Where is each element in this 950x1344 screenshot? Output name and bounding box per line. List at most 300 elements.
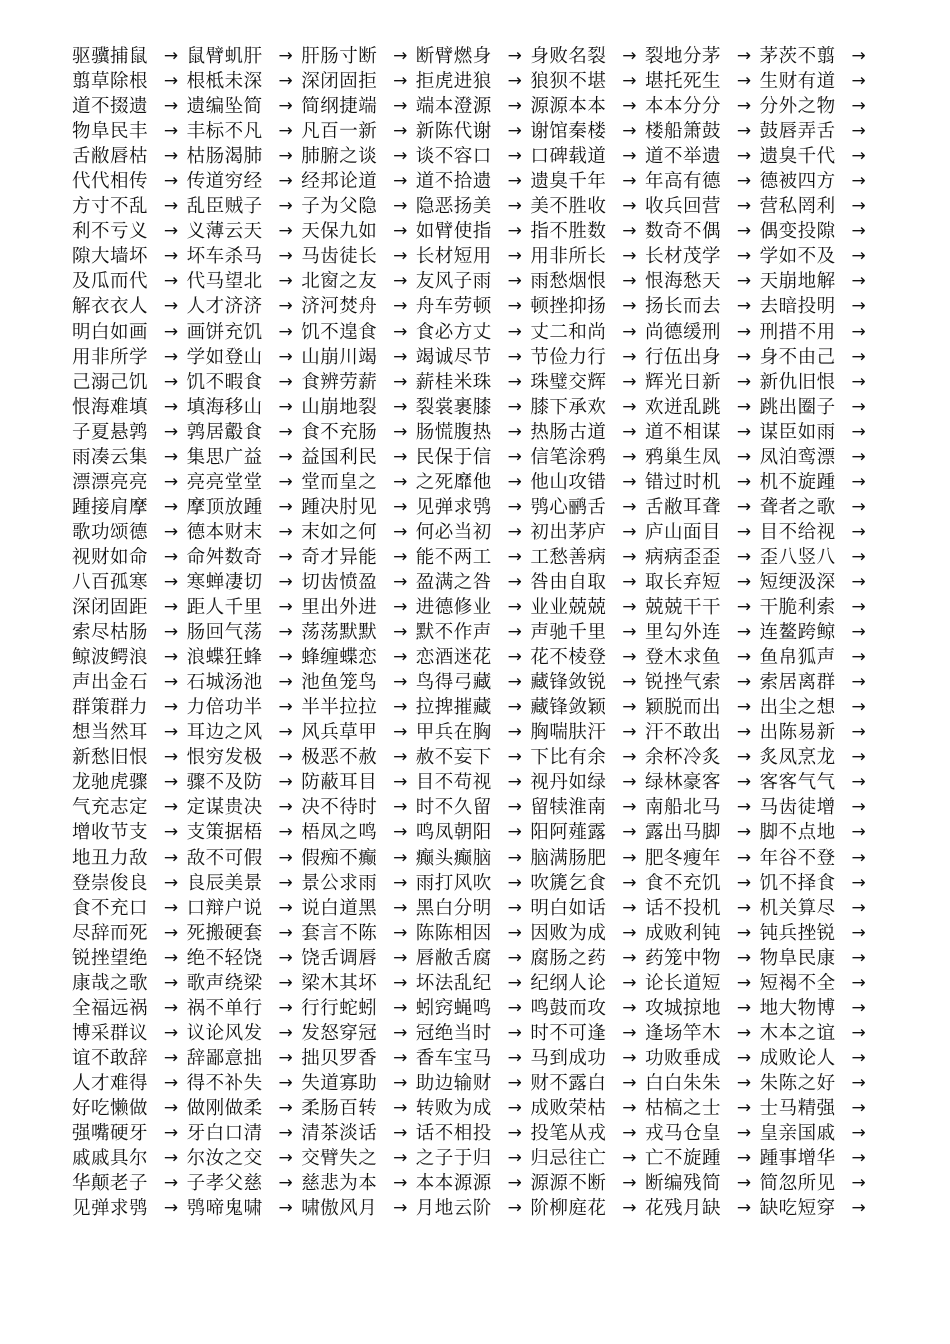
idiom-cell (72, 595, 187, 620)
arrow-right-icon: → (736, 321, 752, 342)
idiom-cell (530, 1146, 645, 1171)
arrow-right-icon: → (736, 622, 752, 643)
idiom-cell (645, 44, 760, 69)
idiom-text: 南船北马 (644, 797, 721, 819)
idiom-text: 阶柳庭花 (530, 1198, 607, 1220)
idiom-row (72, 670, 872, 695)
arrow-right-icon: → (622, 1148, 637, 1169)
arrow-right-icon: → (851, 797, 866, 818)
arrow-right-icon: → (736, 572, 752, 592)
arrow-right-icon: → (163, 371, 179, 392)
idiom-text: 假痴不癫 (301, 847, 378, 869)
arrow-right-icon: → (278, 346, 293, 367)
idiom-text: 敌不可假 (186, 847, 263, 869)
idiom-text: 强嘴硬牙 (72, 1123, 149, 1145)
idiom-text: 雨打风吹 (415, 872, 492, 894)
idiom-cell (416, 44, 531, 69)
idiom-cell (301, 345, 416, 370)
idiom-cell (530, 244, 645, 269)
arrow-right-icon: → (393, 722, 408, 743)
idiom-cell (760, 169, 875, 194)
idiom-cell (301, 1171, 416, 1196)
idiom-text: 信笔涂鸦 (530, 446, 607, 468)
arrow-right-icon: → (163, 1022, 179, 1043)
idiom-cell (760, 420, 875, 445)
arrow-right-icon: → (278, 947, 293, 968)
arrow-right-icon: → (736, 897, 752, 918)
idiom-cell (187, 244, 302, 269)
arrow-right-icon: → (507, 597, 522, 618)
idiom-cell (416, 244, 531, 269)
idiom-row (72, 846, 872, 871)
arrow-right-icon: → (163, 997, 179, 1018)
idiom-text: 食不充口 (72, 897, 149, 919)
arrow-right-icon: → (507, 1173, 522, 1194)
arrow-right-icon: → (736, 797, 752, 818)
idiom-text: 坏车杀马 (186, 246, 263, 268)
idiom-text: 余杯冷炙 (644, 747, 721, 769)
idiom-text: 逢场竿木 (644, 1022, 721, 1044)
idiom-text: 裂地分茅 (644, 46, 721, 68)
idiom-cell (760, 695, 875, 720)
idiom-cell (416, 996, 531, 1021)
arrow-right-icon: → (393, 1047, 408, 1068)
arrow-right-icon: → (622, 1123, 637, 1144)
arrow-right-icon: → (393, 71, 408, 92)
arrow-right-icon: → (736, 722, 752, 743)
arrow-right-icon: → (393, 1072, 408, 1093)
arrow-right-icon: → (736, 847, 752, 868)
idiom-text: 月地云阶 (415, 1198, 492, 1220)
idiom-text: 营私罔利 (759, 196, 836, 218)
idiom-text: 踵事增华 (759, 1148, 836, 1170)
arrow-right-icon: → (851, 947, 866, 968)
arrow-right-icon: → (736, 521, 752, 542)
arrow-right-icon: → (163, 321, 179, 342)
idiom-text: 死搬硬套 (186, 922, 263, 944)
idiom-text: 裂裳裹膝 (415, 396, 492, 418)
idiom-text: 长材短用 (415, 246, 492, 268)
arrow-right-icon: → (622, 471, 637, 492)
idiom-cell (72, 795, 187, 820)
idiom-cell (187, 94, 302, 119)
idiom-text: 话不投机 (644, 897, 721, 919)
arrow-right-icon: → (278, 572, 293, 592)
arrow-right-icon: → (393, 346, 408, 367)
idiom-cell (301, 445, 416, 470)
idiom-cell (301, 495, 416, 520)
idiom-cell (416, 395, 531, 420)
idiom-cell (760, 795, 875, 820)
arrow-right-icon: → (163, 246, 179, 267)
idiom-cell (530, 1021, 645, 1046)
arrow-right-icon: → (622, 221, 637, 242)
arrow-right-icon: → (507, 747, 522, 768)
arrow-right-icon: → (507, 496, 522, 517)
arrow-right-icon: → (278, 546, 293, 567)
idiom-text: 进德修业 (415, 597, 492, 619)
idiom-text: 子夏悬鹑 (72, 421, 149, 443)
arrow-right-icon: → (736, 396, 752, 417)
arrow-right-icon: → (393, 521, 408, 542)
idiom-cell (416, 144, 531, 169)
idiom-text: 明白如画 (72, 321, 149, 343)
arrow-right-icon: → (163, 1198, 179, 1219)
idiom-text: 庐山面目 (644, 521, 721, 543)
idiom-cell (72, 294, 187, 319)
idiom-cell (760, 620, 875, 645)
idiom-text: 集思广益 (186, 446, 263, 468)
idiom-cell (301, 745, 416, 770)
idiom-row (72, 94, 872, 119)
idiom-text: 马到成功 (530, 1047, 607, 1069)
idiom-cell (760, 595, 875, 620)
arrow-right-icon: → (507, 546, 522, 567)
idiom-cell (760, 495, 875, 520)
arrow-right-icon: → (507, 772, 522, 793)
idiom-text: 饶舌调唇 (301, 947, 378, 969)
arrow-right-icon: → (736, 1097, 752, 1118)
arrow-right-icon: → (393, 597, 408, 618)
idiom-cell (760, 1196, 875, 1221)
arrow-right-icon: → (507, 46, 522, 67)
arrow-right-icon: → (736, 772, 752, 793)
arrow-right-icon: → (163, 1097, 179, 1118)
idiom-row (72, 294, 872, 319)
arrow-right-icon: → (736, 1173, 752, 1194)
arrow-right-icon: → (622, 171, 637, 192)
idiom-text: 长材茂学 (644, 246, 721, 268)
arrow-right-icon: → (851, 296, 866, 317)
idiom-text: 明白如话 (530, 897, 607, 919)
idiom-cell (72, 94, 187, 119)
arrow-right-icon: → (163, 1123, 179, 1144)
arrow-right-icon: → (851, 922, 866, 943)
idiom-cell (72, 69, 187, 94)
idiom-cell (72, 946, 187, 971)
arrow-right-icon: → (278, 371, 293, 392)
idiom-cell (760, 219, 875, 244)
idiom-text: 群策群力 (72, 697, 149, 719)
arrow-right-icon: → (851, 722, 866, 743)
idiom-text: 脑满肠肥 (530, 847, 607, 869)
arrow-right-icon: → (393, 872, 408, 893)
idiom-row (72, 1071, 872, 1096)
idiom-cell (645, 395, 760, 420)
idiom-text: 出陈易新 (759, 722, 836, 744)
idiom-text: 防蔽耳目 (301, 772, 378, 794)
idiom-cell (760, 94, 875, 119)
idiom-cell (187, 345, 302, 370)
idiom-text: 鼠臂虮肝 (186, 46, 263, 68)
arrow-right-icon: → (622, 1097, 637, 1118)
idiom-text: 学如登山 (186, 346, 263, 368)
idiom-cell (72, 1021, 187, 1046)
idiom-cell (645, 495, 760, 520)
arrow-right-icon: → (163, 496, 179, 517)
idiom-text: 胸喘肤汗 (530, 722, 607, 744)
idiom-cell (72, 470, 187, 495)
idiom-cell (760, 545, 875, 570)
idiom-text: 口碑载道 (530, 146, 607, 168)
idiom-text: 戚戚具尔 (72, 1148, 149, 1170)
arrow-right-icon: → (278, 271, 293, 292)
idiom-text: 皇亲国戚 (759, 1123, 836, 1145)
arrow-right-icon: → (622, 246, 637, 267)
idiom-text: 转败为成 (415, 1097, 492, 1119)
idiom-cell (760, 1071, 875, 1096)
idiom-cell (72, 1121, 187, 1146)
idiom-row (72, 1146, 872, 1171)
idiom-text: 能不两工 (415, 546, 492, 568)
idiom-text: 鸟得弓藏 (415, 672, 492, 694)
idiom-text: 亡不旋踵 (644, 1148, 721, 1170)
idiom-cell (530, 871, 645, 896)
arrow-right-icon: → (393, 897, 408, 918)
idiom-cell (416, 871, 531, 896)
idiom-cell (187, 570, 302, 595)
arrow-right-icon: → (163, 146, 179, 167)
idiom-row (72, 420, 872, 445)
idiom-text: 年谷不登 (759, 847, 836, 869)
arrow-right-icon: → (278, 221, 293, 242)
idiom-cell (645, 720, 760, 745)
idiom-text: 断编残简 (644, 1173, 721, 1195)
arrow-right-icon: → (622, 947, 637, 968)
idiom-text: 凤泊鸾漂 (759, 446, 836, 468)
arrow-right-icon: → (622, 546, 637, 567)
idiom-cell (760, 1121, 875, 1146)
arrow-right-icon: → (278, 1097, 293, 1118)
idiom-row (72, 194, 872, 219)
idiom-cell (645, 194, 760, 219)
idiom-text: 攻城掠地 (644, 997, 721, 1019)
arrow-right-icon: → (507, 296, 522, 317)
idiom-cell (416, 219, 531, 244)
arrow-right-icon: → (507, 1148, 522, 1169)
idiom-cell (760, 820, 875, 845)
idiom-text: 骤不及防 (186, 772, 263, 794)
idiom-cell (187, 871, 302, 896)
idiom-cell (72, 194, 187, 219)
idiom-row (72, 1121, 872, 1146)
arrow-right-icon: → (851, 521, 866, 542)
arrow-right-icon: → (851, 1173, 866, 1194)
idiom-cell (301, 370, 416, 395)
idiom-cell (72, 645, 187, 670)
idiom-cell (760, 921, 875, 946)
idiom-cell (416, 670, 531, 695)
idiom-text: 说白道黑 (301, 897, 378, 919)
idiom-cell (760, 119, 875, 144)
idiom-cell (760, 946, 875, 971)
arrow-right-icon: → (736, 346, 752, 367)
arrow-right-icon: → (163, 1173, 179, 1194)
idiom-cell (760, 720, 875, 745)
arrow-right-icon: → (278, 396, 293, 417)
idiom-cell (645, 169, 760, 194)
arrow-right-icon: → (622, 897, 637, 918)
arrow-right-icon: → (507, 822, 522, 843)
arrow-right-icon: → (278, 171, 293, 192)
idiom-cell (530, 1121, 645, 1146)
idiom-cell (72, 420, 187, 445)
arrow-right-icon: → (736, 196, 752, 217)
idiom-cell (72, 545, 187, 570)
arrow-right-icon: → (507, 947, 522, 968)
idiom-cell (301, 244, 416, 269)
idiom-text: 天保九如 (301, 221, 378, 243)
idiom-cell (187, 445, 302, 470)
idiom-text: 时不久留 (415, 797, 492, 819)
idiom-text: 踵接肩摩 (72, 496, 149, 518)
idiom-cell (530, 219, 645, 244)
idiom-cell (645, 520, 760, 545)
arrow-right-icon: → (736, 496, 752, 517)
idiom-cell (187, 470, 302, 495)
idiom-text: 代马望北 (186, 271, 263, 293)
idiom-cell (416, 1146, 531, 1171)
idiom-cell (645, 219, 760, 244)
arrow-right-icon: → (507, 572, 522, 592)
idiom-cell (416, 1046, 531, 1071)
arrow-right-icon: → (278, 121, 293, 142)
arrow-right-icon: → (736, 71, 752, 92)
idiom-cell (645, 1146, 760, 1171)
idiom-row (72, 370, 872, 395)
arrow-right-icon: → (393, 1148, 408, 1169)
arrow-right-icon: → (851, 346, 866, 367)
arrow-right-icon: → (622, 597, 637, 618)
arrow-right-icon: → (278, 96, 293, 117)
arrow-right-icon: → (851, 897, 866, 918)
arrow-right-icon: → (736, 171, 752, 192)
arrow-right-icon: → (851, 1047, 866, 1068)
arrow-right-icon: → (622, 1047, 637, 1068)
arrow-right-icon: → (622, 196, 637, 217)
arrow-right-icon: → (851, 221, 866, 242)
idiom-text: 舌敝耳聋 (644, 496, 721, 518)
idiom-row (72, 971, 872, 996)
idiom-cell (416, 169, 531, 194)
idiom-cell (530, 1046, 645, 1071)
idiom-cell (72, 620, 187, 645)
idiom-text: 断臂燃身 (415, 46, 492, 68)
idiom-text: 助边输财 (415, 1072, 492, 1094)
arrow-right-icon: → (851, 421, 866, 442)
idiom-cell (760, 69, 875, 94)
idiom-text: 分外之物 (759, 96, 836, 118)
idiom-text: 清茶淡话 (301, 1123, 378, 1145)
idiom-cell (187, 595, 302, 620)
idiom-text: 物阜民丰 (72, 121, 149, 143)
idiom-text: 道不相谋 (644, 421, 721, 443)
arrow-right-icon: → (736, 296, 752, 317)
idiom-cell (645, 69, 760, 94)
arrow-right-icon: → (393, 622, 408, 643)
idiom-cell (645, 1046, 760, 1071)
arrow-right-icon: → (507, 722, 522, 743)
idiom-text: 本本源源 (415, 1173, 492, 1195)
idiom-text: 声出金石 (72, 672, 149, 694)
arrow-right-icon: → (507, 246, 522, 267)
idiom-cell (530, 720, 645, 745)
idiom-text: 里勾外连 (644, 622, 721, 644)
arrow-right-icon: → (278, 697, 293, 718)
idiom-text: 天崩地解 (759, 271, 836, 293)
idiom-cell (530, 194, 645, 219)
idiom-text: 朱陈之好 (759, 1072, 836, 1094)
idiom-text: 花不棱登 (530, 647, 607, 669)
arrow-right-icon: → (393, 546, 408, 567)
idiom-text: 身不由己 (759, 346, 836, 368)
idiom-text: 鸮啼鬼啸 (186, 1198, 263, 1220)
idiom-text: 简忽所见 (759, 1173, 836, 1195)
idiom-text: 简纲捷端 (301, 96, 378, 118)
idiom-text: 节俭力行 (530, 346, 607, 368)
idiom-row (72, 1096, 872, 1121)
idiom-cell (72, 996, 187, 1021)
arrow-right-icon: → (736, 1123, 752, 1144)
idiom-cell (72, 846, 187, 871)
arrow-right-icon: → (507, 1022, 522, 1043)
idiom-cell (72, 144, 187, 169)
idiom-cell (301, 896, 416, 921)
idiom-text: 枯肠渴肺 (186, 146, 263, 168)
arrow-right-icon: → (622, 622, 637, 643)
idiom-cell (760, 269, 875, 294)
idiom-cell (301, 194, 416, 219)
arrow-right-icon: → (278, 521, 293, 542)
idiom-cell (530, 69, 645, 94)
idiom-text: 业业兢兢 (530, 597, 607, 619)
idiom-text: 丈二和尚 (530, 321, 607, 343)
idiom-row (72, 69, 872, 94)
idiom-text: 北窗之友 (301, 271, 378, 293)
idiom-text: 欢迸乱跳 (644, 396, 721, 418)
idiom-text: 议论风发 (186, 1022, 263, 1044)
idiom-cell (187, 645, 302, 670)
idiom-row (72, 921, 872, 946)
idiom-cell (760, 871, 875, 896)
idiom-text: 成败荣枯 (530, 1097, 607, 1119)
arrow-right-icon: → (851, 847, 866, 868)
idiom-text: 雨愁烟恨 (530, 271, 607, 293)
idiom-text: 蜂缠蝶恋 (301, 647, 378, 669)
idiom-cell (301, 620, 416, 645)
idiom-text: 下比有余 (530, 747, 607, 769)
idiom-cell (301, 820, 416, 845)
idiom-cell (645, 420, 760, 445)
arrow-right-icon: → (507, 1047, 522, 1068)
arrow-right-icon: → (851, 1198, 866, 1219)
idiom-text: 本本分分 (644, 96, 721, 118)
idiom-cell (530, 320, 645, 345)
idiom-text: 寒蝉凄切 (186, 572, 263, 593)
idiom-cell (416, 971, 531, 996)
idiom-text: 肺腑之谈 (301, 146, 378, 168)
idiom-text: 戎马仓皇 (644, 1123, 721, 1145)
arrow-right-icon: → (393, 221, 408, 242)
arrow-right-icon: → (163, 772, 179, 793)
arrow-right-icon: → (163, 296, 179, 317)
idiom-text: 身败名裂 (530, 46, 607, 68)
idiom-text: 解衣衣人 (72, 296, 149, 318)
idiom-cell (645, 946, 760, 971)
idiom-text: 甲兵在胸 (415, 722, 492, 744)
idiom-text: 钝兵挫锐 (759, 922, 836, 944)
idiom-cell (416, 545, 531, 570)
